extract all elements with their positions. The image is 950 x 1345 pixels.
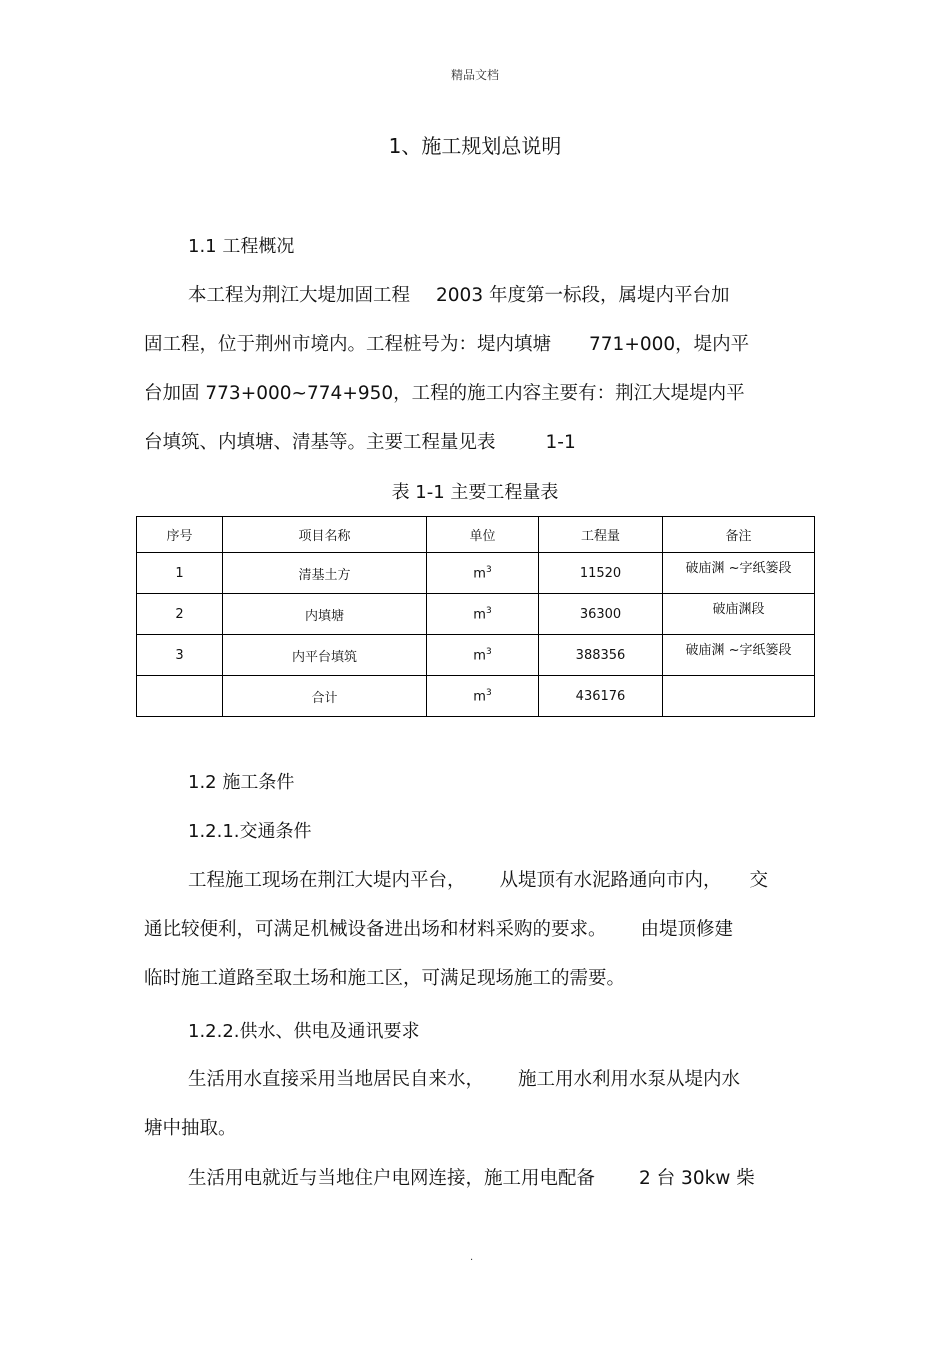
cell-name: 清基土方 [223,553,427,594]
cell-unit: $m^3$ [427,594,539,635]
section-heading-1-2: 1.2 施工条件 [188,772,295,793]
cell-name: 内平台填筑 [223,635,427,676]
cell-qty: 11520 [539,553,663,594]
paragraph-line: 工程施工现场在荆江大堤内平台， 从堤顶有水泥路通向市内， 交 [188,870,769,891]
cell-unit: $m^3$ [427,635,539,676]
section-heading-1-1: 1.1 工程概况 [188,236,295,257]
cell-no: 2 [137,594,223,635]
cell-unit: $m^3$ [427,676,539,717]
table-row [137,594,815,635]
table-row [137,635,815,676]
footer-dot: . [470,1252,474,1263]
cell-name: 合计 [223,676,427,717]
paragraph-line: 固工程，位于荆州市境内。工程桩号为：堤内填塘 771+000，堤内平 [144,334,750,355]
subsection-heading-1-2-1: 1.2.1.交通条件 [188,821,312,842]
paragraph-line: 台填筑、内填塘、清基等。主要工程量见表 1-1 [144,432,576,453]
paragraph-line: 塘中抽取。 [144,1118,237,1139]
cell-no [137,676,223,717]
paragraph-line: 生活用水直接采用当地居民自来水， 施工用水利用水泵从堤内水 [188,1069,741,1090]
cell-note: 破庙渊 ~字纸篓段 [663,553,815,594]
cell-no: 3 [137,635,223,676]
page-title: 1、施工规划总说明 [388,134,562,158]
paragraph-line: 生活用电就近与当地住户电网连接，施工用电配备 2 台 30kw 柴 [188,1168,755,1189]
cell-qty: 388356 [539,635,663,676]
cell-note [663,676,815,717]
cell-note: 破庙渊 ~字纸篓段 [663,635,815,676]
cell-note: 破庙渊段 [663,594,815,635]
cell-name: 内填塘 [223,594,427,635]
header-cell: 单位 [427,517,539,553]
table-row-total [137,676,815,717]
cell-no: 1 [137,553,223,594]
cell-qty: 36300 [539,594,663,635]
paragraph-line: 本工程为荆江大堤加固工程 2003 年度第一标段，属堤内平台加 [188,285,730,306]
table-row [137,553,815,594]
cell-unit: $m^3$ [427,553,539,594]
table-caption: 表 1-1 主要工程量表 [391,482,559,503]
header-cell: 备注 [663,517,815,553]
cell-qty: 436176 [539,676,663,717]
header-cell: 项目名称 [223,517,427,553]
table-header-row [137,517,815,553]
quantity-table [136,516,815,717]
header-cell: 序号 [137,517,223,553]
paragraph-line: 通比较便利，可满足机械设备进出场和材料采购的要求。 由堤顶修建 [144,919,734,940]
paragraph-line: 临时施工道路至取土场和施工区，可满足现场施工的需要。 [144,968,626,989]
paragraph-line: 台加固 773+000~774+950，工程的施工内容主要有：荆江大堤堤内平 [144,383,745,404]
page-header: 精品文档 [450,68,499,82]
subsection-heading-1-2-2: 1.2.2.供水、供电及通讯要求 [188,1021,420,1042]
header-cell: 工程量 [539,517,663,553]
